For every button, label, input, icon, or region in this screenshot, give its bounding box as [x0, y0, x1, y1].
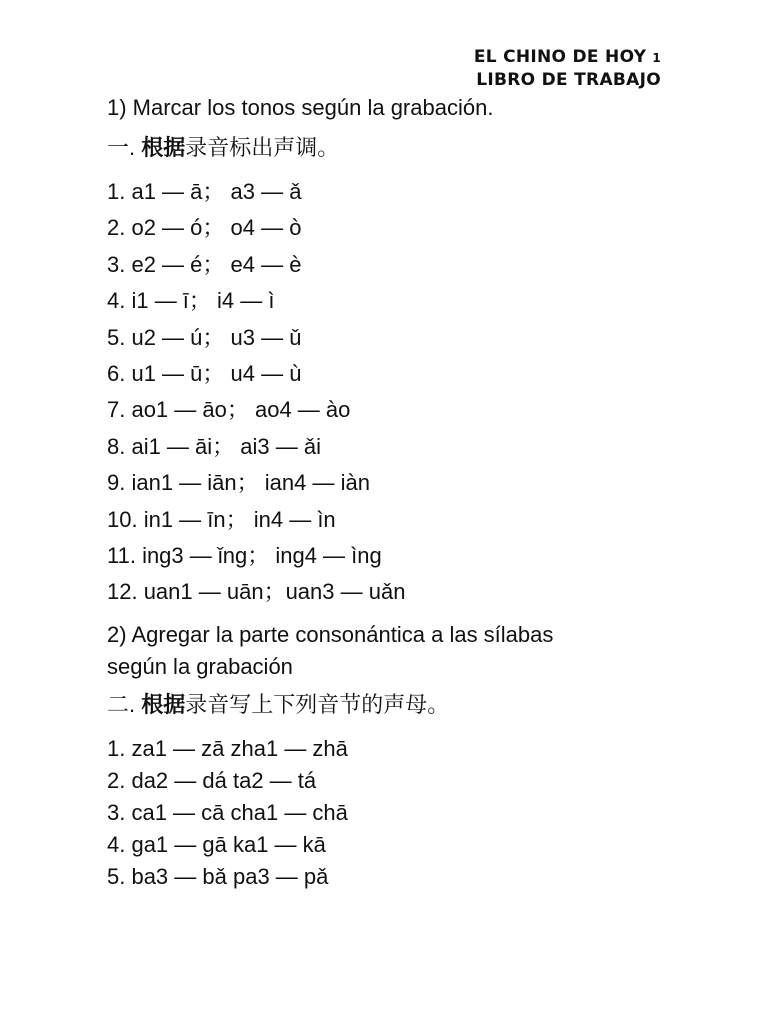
volume-number: 1	[652, 51, 661, 65]
list-item: 9. ian1 — iān； ian4 — iàn	[107, 470, 370, 496]
list-item: 4. ga1 — gā ka1 — kā	[107, 831, 326, 857]
list-item: 1. a1 — ā； a3 — ǎ	[107, 179, 302, 204]
exercise-2-instruction-rest: 录音写上下列音节的声母。	[185, 691, 450, 717]
book-subtitle: LIBRO DE TRABAJO	[476, 70, 661, 90]
book-title	[474, 46, 661, 69]
list-item: 8. ai1 — āi； ai3 — ǎi	[107, 433, 321, 459]
exercise-2-chinese-instruction	[107, 683, 707, 727]
worksheet-content	[107, 90, 707, 893]
list-item: 5. ba3 — bǎ pa3 — pǎ	[107, 863, 329, 889]
list-item: 12. uan1 — uān；uan3 — uǎn	[107, 579, 406, 605]
exercise-1-instruction-rest: 录音标出声调。	[185, 135, 340, 160]
exercise-2-number: 二.	[107, 691, 142, 717]
list-item: 5. u2 — ú； u3 — ǔ	[107, 324, 302, 350]
list-item: 2. o2 — ó； o4 — ò	[107, 215, 302, 241]
exercise-2-list	[107, 733, 707, 893]
book-header	[474, 46, 661, 91]
exercise-1-number: 一.	[107, 135, 142, 160]
list-item: 3. e2 — é； e4 — è	[107, 251, 302, 277]
book-title-text: EL CHINO DE HOY	[473, 47, 647, 67]
list-item: 11. ing3 — ǐng； ing4 — ìng	[107, 543, 382, 569]
list-item: 1. za1 — zā zha1 — zhā	[107, 735, 348, 761]
exercise-1-bold-word: 根据	[141, 135, 186, 160]
list-item: 10. in1 — īn； in4 — ìn	[107, 506, 336, 532]
list-item: 4. i1 — ī； i4 — ì	[107, 288, 275, 314]
exercise-2	[107, 619, 707, 893]
exercise-1	[107, 90, 707, 611]
exercise-2-heading-line-2: según la grabación	[107, 653, 293, 679]
exercise-2-bold-word: 根据	[141, 691, 186, 717]
list-item: 6. u1 — ū； u4 — ù	[107, 361, 302, 387]
exercise-1-heading: 1) Marcar los tonos según la grabación.	[107, 95, 494, 120]
list-item: 2. da2 — dá ta2 — tá	[107, 767, 317, 793]
exercise-2-heading-line-1: 2) Agregar la parte consonántica a las sílabas	[107, 621, 554, 647]
exercise-1-chinese-instruction	[107, 126, 707, 170]
list-item: 7. ao1 — āo； ao4 — ào	[107, 397, 351, 423]
list-item: 3. ca1 — cā cha1 — chā	[107, 799, 348, 825]
exercise-1-list	[107, 174, 707, 611]
